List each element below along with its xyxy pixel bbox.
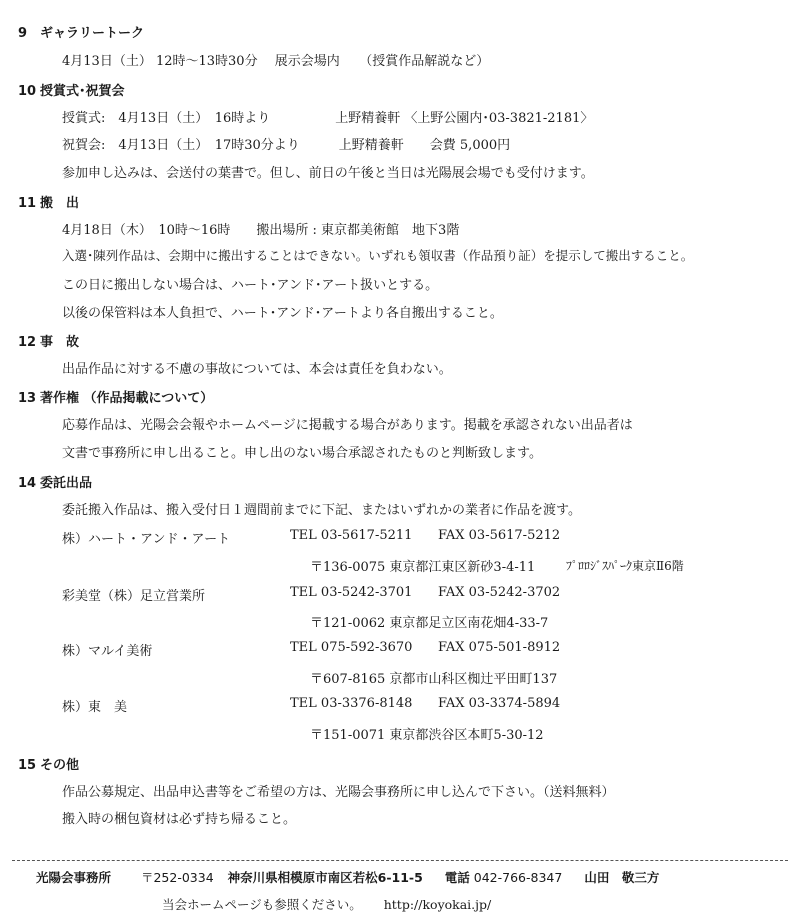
vendor-4-name: 株）東 美 [62,700,128,715]
vendor-2-address: 〒121-0062 東京都足立区南花畑4-33-7 [310,616,549,631]
vendor-1-fax: FAX 03-5617-5212 [438,528,561,543]
section-9-heading: 9 ギャラリートーク [18,26,145,41]
vendor-1-address-extra: ﾌﾟﾛﾛｼﾞｽﾊﾟｰｸ東京Ⅱ6階 [566,559,684,573]
vendor-2-tel: TEL 03-5242-3701 [290,585,413,600]
vendor-1-name: 株）ハート・アンド・アート [62,532,231,547]
section-15-line-1: 作品公募規定、出品申込書等をご希望の方は、光陽会事務所に申し込んで下さい。（送料無料） [62,785,615,800]
footer-url-link[interactable]: http://koyokai.jp/ [383,897,492,912]
vendor-1-tel: TEL 03-5617-5211 [290,528,413,543]
vendor-1-address: 〒136-0075 東京都江東区新砂3-4-11 [310,560,536,575]
section-15-line-2: 搬入時の梱包資材は必ず持ち帰ること。 [62,812,297,827]
footer-homepage-note: 当会ホームページも参照ください。 [162,897,362,912]
section-11-line-3: この日に搬出しない場合は、ハート･アンド･アート扱いとする。 [62,278,439,293]
section-10-line-2: 祝賀会: 4月13日（土） 17時30分より 上野精養軒 会費 5,000円 [62,138,511,153]
footer-homepage-line [162,895,491,913]
section-14-heading: 14 委託出品 [18,476,93,491]
footer-office-name: 光陽会事務所 [36,870,112,885]
vendor-4-fax: FAX 03-3374-5894 [438,696,561,711]
footer-phone-label: 電話 [444,870,470,885]
vendor-4-tel: TEL 03-3376-8148 [290,696,413,711]
footer-office-line [36,868,659,886]
vendor-3-tel: TEL 075-592-3670 [290,640,413,655]
section-15-heading: 15 その他 [18,758,80,773]
section-13-line-1: 応募作品は、光陽会会報やホームページに掲載する場合があります。掲載を承認されない出品者は [62,418,633,433]
section-11-line-1: 4月18日（木） 10時～16時 搬出場所 : 東京都美術館 地下3階 [62,223,460,238]
section-13-line-2: 文書で事務所に申し出ること。申し出のない場合承認されたものと判断致します。 [62,446,542,461]
section-10-line-3: 参加申し込みは、会送付の葉書で。但し、前日の午後と当日は光陽展会場でも受付けます。 [62,166,594,181]
footer-phone: 042-766-8347 [473,870,563,885]
footer-divider [12,860,788,861]
section-11-line-4: 以後の保管料は本人負担で、ハート･アンド･アートより各自搬出すること。 [62,306,503,321]
section-12-line-1: 出品作品に対する不慮の事故については、本会は責任を負わない。 [62,362,452,377]
section-10-line-1: 授賞式: 4月13日（土） 16時より 上野精養軒 〈上野公園内･03-3821-2181〉 [62,111,594,126]
vendor-4-address: 〒151-0071 東京都渋谷区本町5-30-12 [310,728,544,743]
section-14-line-1: 委託搬入作品は、搬入受付日１週間前までに下記、またはいずれかの業者に作品を渡す。 [62,503,581,518]
section-13-heading: 13 著作権 （作品掲載について） [18,391,214,406]
vendor-2-fax: FAX 03-5242-3702 [438,585,561,600]
section-10-heading: 10 授賞式･祝賀会 [18,84,125,99]
section-9-line-1: 4月13日（土） 12時～13時30分 展示会場内 （授賞作品解説など） [62,54,490,69]
section-12-heading: 12 事 故 [18,335,80,350]
vendor-3-name: 株）マルイ美術 [62,644,153,659]
footer-contact: 山田 敬三方 [584,870,660,885]
section-11-heading: 11 搬 出 [18,196,80,211]
vendor-3-fax: FAX 075-501-8912 [438,640,561,655]
vendor-2-name: 彩美堂（株）足立営業所 [62,589,206,604]
section-11-line-2: 入選･陳列作品は、会期中に搬出することはできない。いずれも領収書（作品預り証）を提示して搬出すること。 [62,248,694,263]
footer-address: 神奈川県相模原市南区若松6-11-5 [227,870,423,885]
footer-postal-code: 〒252-0334 [140,870,214,885]
vendor-3-address: 〒607-8165 京都市山科区椥辻平田町137 [310,672,558,687]
